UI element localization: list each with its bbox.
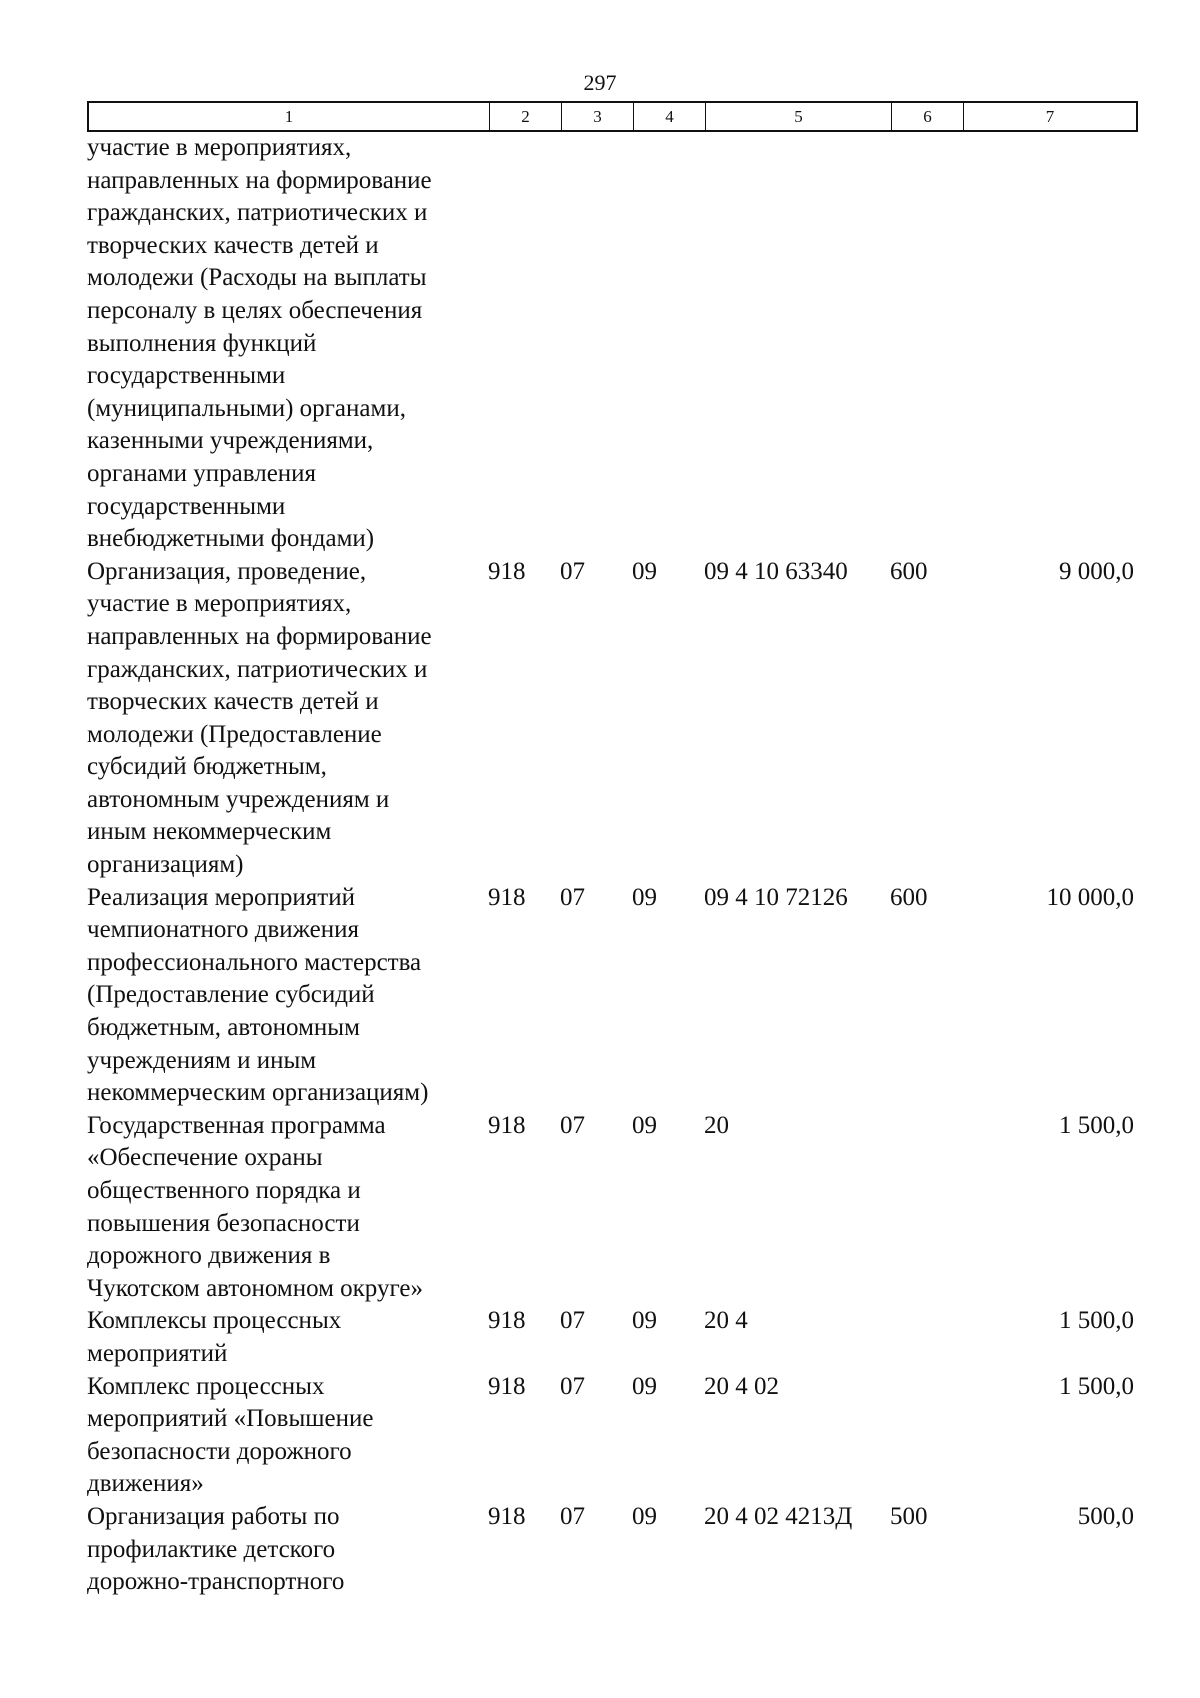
row-target-code: 20 4 02 [704, 1372, 779, 1400]
row-amount: 1 500,0 [1059, 1111, 1134, 1139]
row-admin-code: 918 [488, 1111, 526, 1139]
row-amount: 1 500,0 [1059, 1372, 1134, 1400]
header-col-6: 6 [892, 103, 964, 130]
row-admin-code: 918 [488, 1372, 526, 1400]
row-subsection-code: 09 [632, 883, 657, 911]
row-description: Государственная программа «Обеспечение охраны общественного порядка и повышения безопасности дорожного движения в Чукотском автономном округе» [87, 1111, 423, 1302]
table-header [87, 101, 1138, 132]
row-target-code: 20 4 [704, 1307, 748, 1335]
row-description: участие в мероприятиях, направленных на формирование гражданских, патриотических и творческих качеств детей и молодежи (Расходы на выплаты персоналу в целях обеспечения выполнения функций государственными (муниципальными) органами, казенными учреждениями, органами управления государственными внебюджетными фондами) [87, 134, 432, 553]
row-admin-code: 918 [488, 557, 526, 585]
row-section-code: 07 [560, 883, 585, 911]
header-col-2: 2 [490, 103, 562, 130]
table-row [87, 882, 1138, 1110]
header-col-3: 3 [562, 103, 634, 130]
row-description: Реализация мероприятий чемпионатного движения профессионального мастерства (Предоставление субсидий бюджетным, автономным учреждениям и иным некоммерческим организациям) [87, 883, 429, 1107]
row-amount: 10 000,0 [1046, 883, 1134, 911]
row-admin-code: 918 [488, 1307, 526, 1335]
row-section-code: 07 [560, 1111, 585, 1139]
row-description: Организация, проведение, участие в мероприятиях, направленных на формирование гражданских, патриотических и творческих качеств детей и молодежи (Предоставление субсидий бюджетным, автономным учреждениям и иным некоммерческим организациям) [87, 557, 432, 879]
row-target-code: 09 4 10 72126 [704, 883, 848, 911]
row-expense-type: 600 [890, 557, 928, 585]
row-expense-type [890, 132, 962, 556]
row-subsection-code [632, 132, 704, 556]
row-subsection-code: 09 [632, 1502, 657, 1530]
row-target-code: 09 4 10 63340 [704, 557, 848, 585]
table-row [87, 132, 1138, 556]
row-subsection-code: 09 [632, 1307, 657, 1335]
page-number: 297 [583, 70, 617, 95]
row-amount: 9 000,0 [1059, 557, 1134, 585]
table-row [87, 1305, 1138, 1370]
row-description: Комплекс процессных мероприятий «Повышение безопасности дорожного движения» [87, 1372, 374, 1498]
row-subsection-code: 09 [632, 1111, 657, 1139]
row-target-code [704, 132, 890, 556]
row-expense-type: 600 [890, 883, 928, 911]
row-description: Организация работы по профилактике детского дорожно-транспортного [87, 1502, 345, 1596]
row-subsection-code: 09 [632, 1372, 657, 1400]
row-admin-code: 918 [488, 883, 526, 911]
row-target-code: 20 4 02 4213Д [704, 1502, 853, 1530]
row-amount: 500,0 [1077, 1502, 1134, 1530]
row-admin-code [488, 132, 560, 556]
table-row [87, 1110, 1138, 1306]
row-section-code: 07 [560, 1502, 585, 1530]
table-row [87, 556, 1138, 882]
row-expense-type [890, 1110, 962, 1306]
row-section-code [560, 132, 632, 556]
row-description: Комплексы процессных мероприятий [87, 1307, 342, 1367]
header-col-5: 5 [706, 103, 892, 130]
row-section-code: 07 [560, 1307, 585, 1335]
row-expense-type [890, 1371, 962, 1501]
row-amount [962, 132, 1134, 556]
row-admin-code: 918 [488, 1502, 526, 1530]
row-amount: 1 500,0 [1059, 1307, 1134, 1335]
table-row [87, 1501, 1138, 1599]
header-col-1: 1 [89, 103, 490, 130]
table-body [87, 132, 1138, 1599]
row-expense-type: 500 [890, 1502, 928, 1530]
header-col-4: 4 [634, 103, 706, 130]
row-target-code: 20 [704, 1111, 729, 1139]
table-row [87, 1371, 1138, 1501]
row-section-code: 07 [560, 557, 585, 585]
row-expense-type [890, 1305, 962, 1370]
header-col-7: 7 [1045, 107, 1055, 126]
row-subsection-code: 09 [632, 557, 657, 585]
row-section-code: 07 [560, 1372, 585, 1400]
